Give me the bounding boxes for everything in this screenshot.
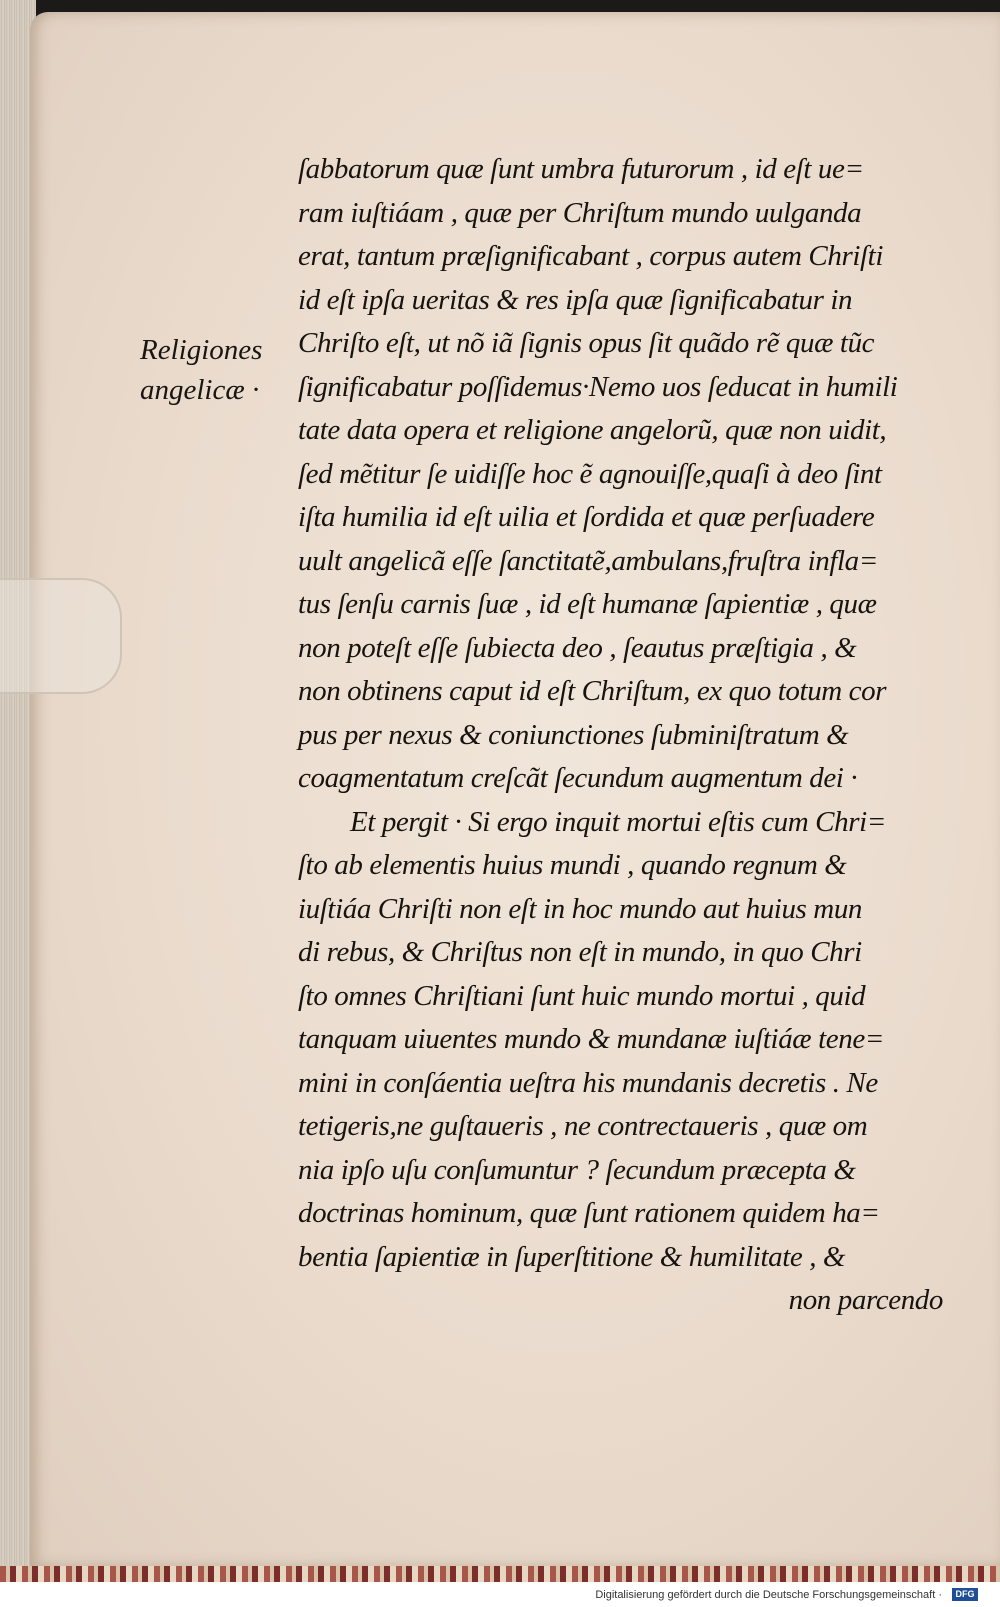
text-line: coagmentatum creſcãt ſecundum augmentum dei · — [298, 762, 858, 794]
text-line: Chriſto eſt, ut nõ iã ſignis opus ſit quãdo rẽ quæ tũc — [298, 327, 875, 359]
text-line: non poteſt eſſe ſubiecta deo , ſeautus præſtigia , & — [298, 631, 857, 664]
text-line: iuſtiáa Chriſti non eſt in hoc mundo aut huius mun — [298, 892, 863, 925]
text-line: erat, tantum præſignificabant , corpus autem Chriſti — [298, 240, 883, 272]
footer-credit: Digitalisierung gefördert durch die Deutsche Forschungsgemeinschaft · — [595, 1589, 942, 1601]
margin-note-line: angelicæ · — [140, 374, 260, 406]
text-line: ſed mẽtitur ſe uidiſſe hoc ẽ agnouiſſe,quaſi à deo ſint — [298, 457, 882, 490]
text-line: ſabbatorum quæ ſunt umbra futurorum , id eſt ue= — [298, 153, 864, 185]
text-line: id eſt ipſa ueritas & res ipſa quæ ſignificabatur in — [298, 283, 853, 316]
margin-note — [140, 330, 262, 410]
text-line: ſto ab elementis huius mundi , quando regnum & — [298, 849, 847, 881]
text-line: pus per nexus & coniunctiones ſubminiſtratum & — [298, 718, 849, 751]
text-line: tetigeris,ne guſtaueris , ne contrectaueris , quæ om — [298, 1110, 868, 1142]
text-line: di rebus, & Chriſtus non eſt in mundo, in quo Chri — [298, 936, 862, 968]
text-line: tanquam uiuentes mundo & mundanæ iuſtiáæ tene= — [298, 1023, 884, 1055]
text-line: iſta humilia id eſt uilia et ſordida et quæ perſuadere — [298, 501, 875, 533]
body-text — [298, 148, 983, 1323]
catchword: non parcendo — [788, 1284, 943, 1316]
text-line: tus ſenſu carnis ſuæ , id eſt humanæ ſapientiæ , quæ — [298, 588, 877, 620]
text-line: nia ipſo uſu conſumuntur ? ſecundum præcepta & — [298, 1153, 856, 1186]
book-edge-bottom — [0, 1566, 1000, 1582]
page-marker-tab — [0, 578, 122, 694]
margin-note-line: Religiones — [140, 334, 263, 366]
paragraph-start-line: Et pergit · Si ergo inquit mortui eſtis cum Chri= — [350, 805, 886, 838]
dfg-logo: DFG — [952, 1588, 978, 1601]
text-line: ſto omnes Chriſtiani ſunt huic mundo mortui , quid — [298, 979, 866, 1012]
text-line: mini in conſáentia ueſtra his mundanis decretis . Ne — [298, 1066, 878, 1099]
text-line: tate data opera et religione angelorũ, quæ non uidit, — [298, 414, 887, 446]
text-line: non obtinens caput id eſt Chriſtum, ex quo totum cor — [298, 675, 887, 707]
text-line: ram iuſtiáam , quæ per Chriſtum mundo uulganda — [298, 196, 862, 229]
text-line: ſignificabatur poſſidemus·Nemo uos ſeducat in humili — [298, 370, 898, 403]
text-line: uult angelicã eſſe ſanctitatẽ,ambulans,fruſtra infla= — [298, 544, 878, 577]
text-line: bentia ſapientiæ in ſuperſtitione & humilitate , & — [298, 1240, 846, 1273]
text-line: doctrinas hominum, quæ ſunt rationem quidem ha= — [298, 1197, 880, 1229]
